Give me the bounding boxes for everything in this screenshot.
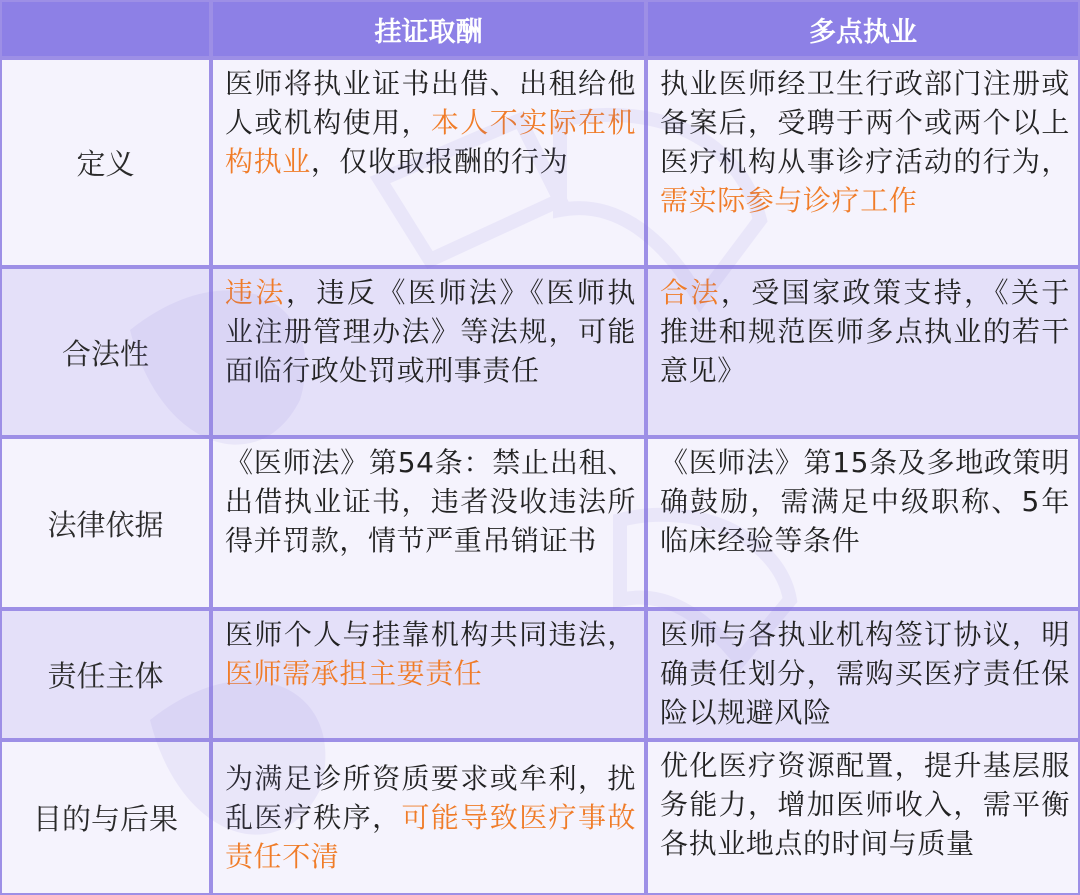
purpose-duodian	[648, 742, 1078, 893]
text: 《医师法》第15条及多地政策明确鼓励，需满足中级职称、5年临床经验等条件	[660, 446, 1070, 557]
legality-duodian	[648, 269, 1078, 435]
text: 医师个人与挂靠机构共同违法，	[225, 618, 636, 651]
row-label-responsible-party: 责任主体	[2, 611, 209, 738]
cell-text	[225, 759, 636, 876]
purpose-guazheng	[213, 742, 644, 893]
highlight-text: 医师需承担主要责任	[225, 657, 483, 690]
highlight-text: 本人不实际在机构执业	[225, 106, 636, 178]
text: 医师将执业证书出借、出租给他人或机构使用，	[225, 67, 636, 139]
header-blank	[2, 2, 209, 56]
definition-guazheng	[213, 60, 644, 265]
definition-duodian	[648, 60, 1078, 265]
row-label-legality: 合法性	[2, 269, 209, 435]
responsible-party-guazheng	[213, 611, 644, 738]
responsible-party-duodian	[648, 611, 1078, 738]
text: 为满足诊所资质要求或牟利，扰乱医疗秩序，	[225, 762, 636, 834]
row-label-legal-basis: 法律依据	[2, 439, 209, 607]
text: 《医师法》第54条：禁止出租、出借执业证书，违者没收违法所得并罚款，情节严重吊销证书	[225, 446, 636, 557]
highlight-text: 合法	[660, 276, 721, 309]
header-guazheng: 挂证取酬	[213, 2, 644, 56]
legal-basis-guazheng	[213, 439, 644, 607]
legal-basis-duodian	[648, 439, 1078, 607]
highlight-text: 违法	[225, 276, 286, 309]
legality-guazheng	[213, 269, 644, 435]
header-duodian: 多点执业	[648, 2, 1078, 56]
highlight-text: 需实际参与诊疗工作	[660, 184, 918, 217]
row-label-purpose-consequence: 目的与后果	[2, 742, 209, 893]
highlight-text: 可能导致医疗事故责任不清	[225, 801, 636, 873]
text: ，仅收取报酬的行为	[310, 145, 569, 178]
text: 执业医师经卫生行政部门注册或备案后，受聘于两个或两个以上医疗机构从事诊疗活动的行为，	[660, 67, 1070, 178]
text: 医师与各执业机构签订协议，明确责任划分，需购买医疗责任保险以规避风险	[660, 618, 1070, 729]
row-label-definition: 定义	[2, 60, 209, 265]
text: ，违反《医师法》《医师执业注册管理办法》等法规，可能面临行政处罚或刑事责任	[225, 276, 636, 387]
text: ，受国家政策支持，《关于推进和规范医师多点执业的若干意见》	[660, 276, 1071, 387]
text: 优化医疗资源配置，提升基层服务能力，增加医师收入，需平衡各执业地点的时间与质量	[660, 749, 1070, 860]
